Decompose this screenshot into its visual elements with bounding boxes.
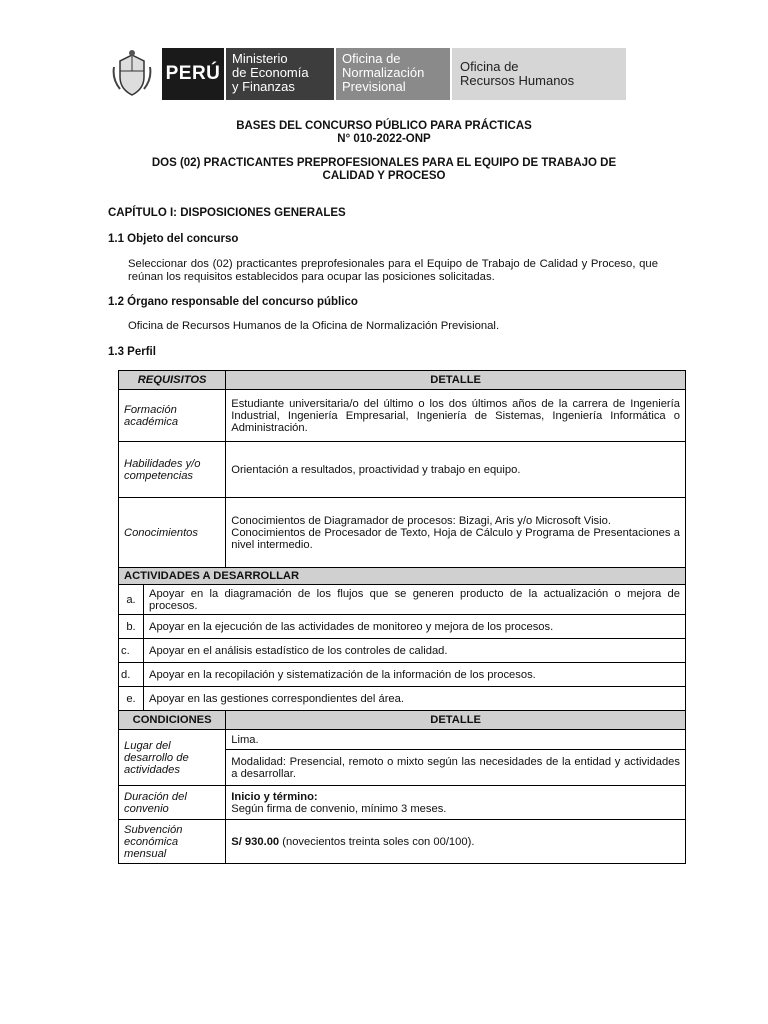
activity-letter: d. [119, 663, 144, 687]
lugar-detail: Lima. [226, 730, 686, 750]
duracion-label: Duración del convenio [119, 786, 226, 820]
activity-letter: c. [119, 639, 144, 663]
section-1-3-heading: 1.3 Perfil [108, 346, 156, 358]
detalle-header-2: DETALLE [226, 711, 686, 730]
subvencion-label: Subvención económica mensual [119, 820, 226, 864]
formacion-detail: Estudiante universitaria/o del último o los dos últimos años de la carrera de Ingeniería Industrial, Ingeniería Empresarial, Ingeniería de Sistemas, Ingeniería Informática o Administración. [226, 390, 686, 442]
header-logos [108, 48, 626, 100]
section-1-2-text: Oficina de Recursos Humanos de la Oficina de Normalización Previsional. [128, 320, 500, 332]
conocimientos-label: Conocimientos [119, 498, 226, 568]
activity-letter: e. [119, 687, 144, 711]
formacion-label: Formación académica [119, 390, 226, 442]
activity-text: Apoyar en la recopilación y sistematización de la información de los procesos. [144, 663, 686, 687]
conocimientos-detail: Conocimientos de Diagramador de procesos: Bizagi, Aris y/o Microsoft Visio. Conocimientos de Procesador de Texto, Hoja de Cálculo y Programa de Presentaciones a nivel intermedio. [226, 498, 686, 568]
activity-text: Apoyar en la ejecución de las actividades de monitoreo y mejora de los procesos. [144, 615, 686, 639]
chapter-heading: CAPÍTULO I: DISPOSICIONES GENERALES [108, 207, 346, 219]
activity-letter: b. [119, 615, 144, 639]
lugar-label: Lugar del desarrollo de actividades [119, 730, 226, 786]
section-1-2-heading: 1.2 Órgano responsable del concurso público [108, 296, 358, 308]
requisitos-header: REQUISITOS [119, 371, 226, 390]
coat-of-arms-icon [108, 48, 156, 100]
document-title: BASES DEL CONCURSO PÚBLICO PARA PRÁCTICAS N° 010-2022-ONP [236, 120, 532, 145]
modalidad-detail: Modalidad: Presencial, remoto o mixto según las necesidades de la entidad y actividades a desarrollar. [226, 750, 686, 786]
duracion-detail: Inicio y término: Según firma de convenio, mínimo 3 meses. [226, 786, 686, 820]
activity-text: Apoyar en el análisis estadístico de los controles de calidad. [144, 639, 686, 663]
mef-logo: Ministerio de Economía y Finanzas [226, 48, 334, 100]
activity-letter: a. [119, 585, 144, 615]
activity-text: Apoyar en la diagramación de los flujos que se generen producto de la actualización o mejora de procesos. [144, 585, 686, 615]
orh-logo: Oficina de Recursos Humanos [452, 48, 626, 100]
peru-logo: PERÚ [162, 48, 224, 100]
profile-table [118, 370, 686, 864]
habilidades-label: Habilidades y/o competencias [119, 442, 226, 498]
detalle-header: DETALLE [226, 371, 686, 390]
condiciones-header: CONDICIONES [119, 711, 226, 730]
activity-text: Apoyar en las gestiones correspondientes del área. [144, 687, 686, 711]
subvencion-detail: S/ 930.00 (novecientos treinta soles con 00/100). [226, 820, 686, 864]
section-1-1-text: Seleccionar dos (02) practicantes preprofesionales para el Equipo de Trabajo de Calidad y Proceso, que reúnan los requisitos establecidos para ocupar las posiciones solicitadas. [128, 258, 658, 283]
actividades-header: ACTIVIDADES A DESARROLLAR [119, 568, 686, 585]
document-subtitle: DOS (02) PRACTICANTES PREPROFESIONALES PARA EL EQUIPO DE TRABAJO DE CALIDAD Y PROCESO [151, 157, 617, 182]
habilidades-detail: Orientación a resultados, proactividad y trabajo en equipo. [226, 442, 686, 498]
onp-logo: Oficina de Normalización Previsional [336, 48, 450, 100]
section-1-1-heading: 1.1 Objeto del concurso [108, 233, 239, 245]
